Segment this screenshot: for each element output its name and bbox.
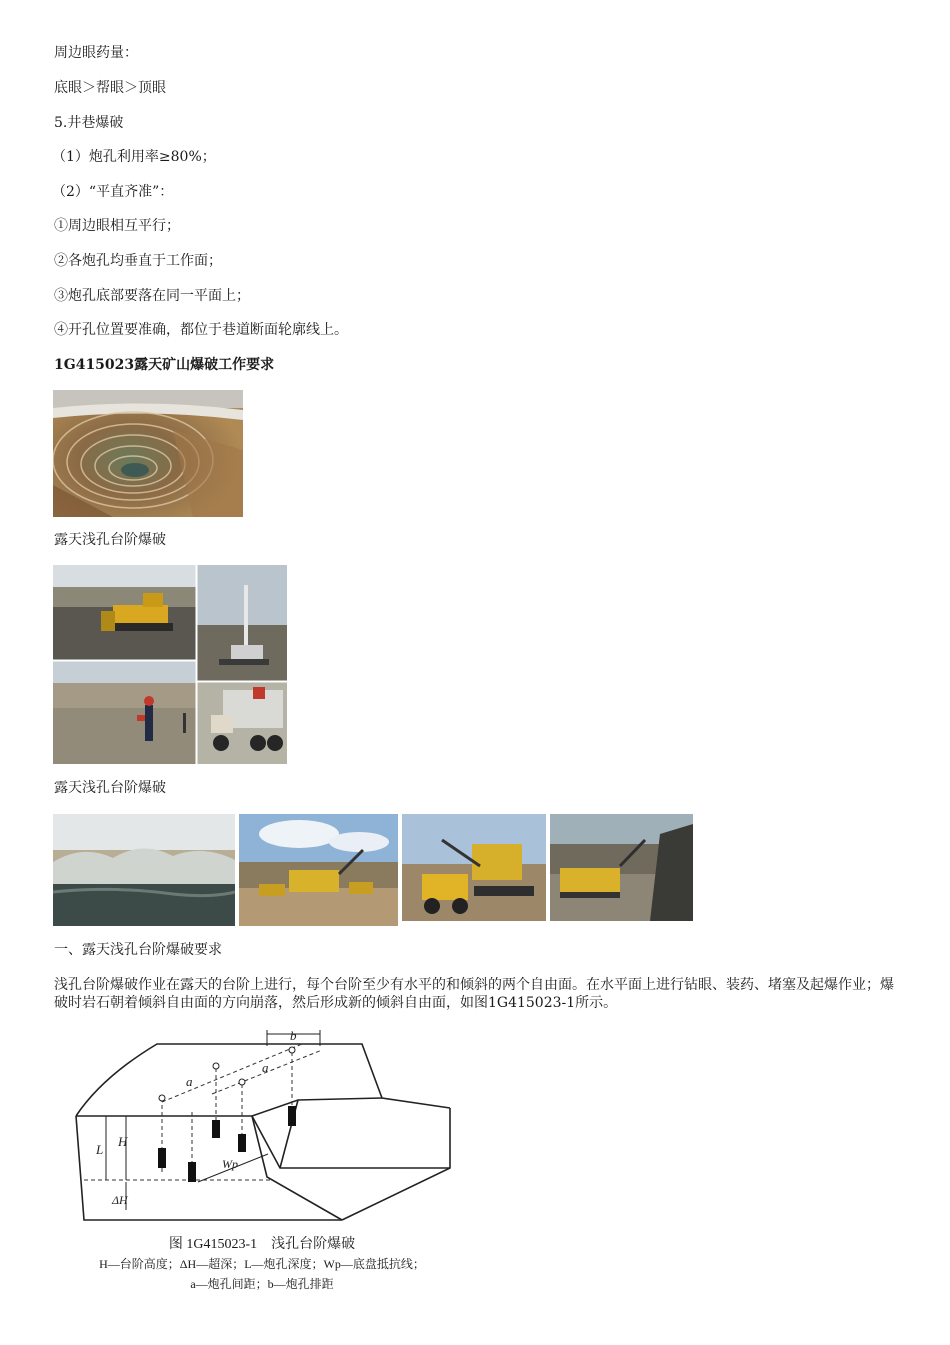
bench-blasting-figure bbox=[62, 1022, 462, 1302]
text-line: （2）“平直齐准”： bbox=[52, 184, 174, 200]
figure-legend-line2: a—炮孔间距；b—炮孔排距 bbox=[190, 1277, 334, 1291]
dim-label-L: L bbox=[96, 1142, 104, 1157]
dim-label-Wp: Wp bbox=[222, 1157, 238, 1171]
text-line: ④开孔位置要准确，都位于巷道断面轮廓线上。 bbox=[54, 322, 348, 338]
figure-title: 图 1G415023-1 浅孔台阶爆破 bbox=[168, 1237, 356, 1252]
photo-caption: 露天浅孔台阶爆破 bbox=[54, 780, 166, 796]
dim-label-a-second: a bbox=[262, 1060, 269, 1075]
photo-caption: 露天浅孔台阶爆破 bbox=[54, 532, 166, 548]
equipment-photo-collage bbox=[53, 565, 287, 764]
body-paragraph: 浅孔台阶爆破作业在露天的台阶上进行，每个台阶至少有水平的和倾斜的两个自由面。在水平面上进行钻眼、装药、堵塞及起爆作业；爆破时岩石朝着倾斜自由面的方向崩落，然后形成新的倾斜自由面，如图1G415023-1所示。 bbox=[54, 977, 894, 1011]
text-line: （1）炮孔利用率≥80%； bbox=[52, 149, 216, 165]
mining-shovel-photo bbox=[550, 814, 693, 921]
text-line: 周边眼药量： bbox=[54, 45, 138, 61]
text-line: 底眼＞帮眼＞顶眼 bbox=[54, 80, 166, 96]
dim-label-a: a bbox=[186, 1074, 193, 1089]
open-pit-mine-photo bbox=[53, 390, 243, 517]
excavator-loading-photo bbox=[239, 814, 398, 926]
dim-label-b: b bbox=[290, 1028, 297, 1043]
section-heading: 1G415023露天矿山爆破工作要求 bbox=[54, 357, 275, 373]
blast-photo bbox=[53, 814, 235, 926]
dim-label-H: H bbox=[118, 1134, 128, 1149]
text-line: ②各炮孔均垂直于工作面； bbox=[54, 253, 222, 269]
text-line: ①周边眼相互平行； bbox=[54, 218, 180, 234]
dim-label-deltaH: ΔH bbox=[112, 1193, 128, 1207]
text-line: ③炮孔底部要落在同一平面上； bbox=[54, 288, 250, 304]
shovel-truck-photo bbox=[402, 814, 546, 921]
text-line: 5.井巷爆破 bbox=[54, 115, 124, 131]
subheading: 一、露天浅孔台阶爆破要求 bbox=[54, 942, 222, 958]
figure-legend-line1: H—台阶高度；ΔH—超深；L—炮孔深度；Wp—底盘抵抗线； bbox=[99, 1257, 425, 1271]
